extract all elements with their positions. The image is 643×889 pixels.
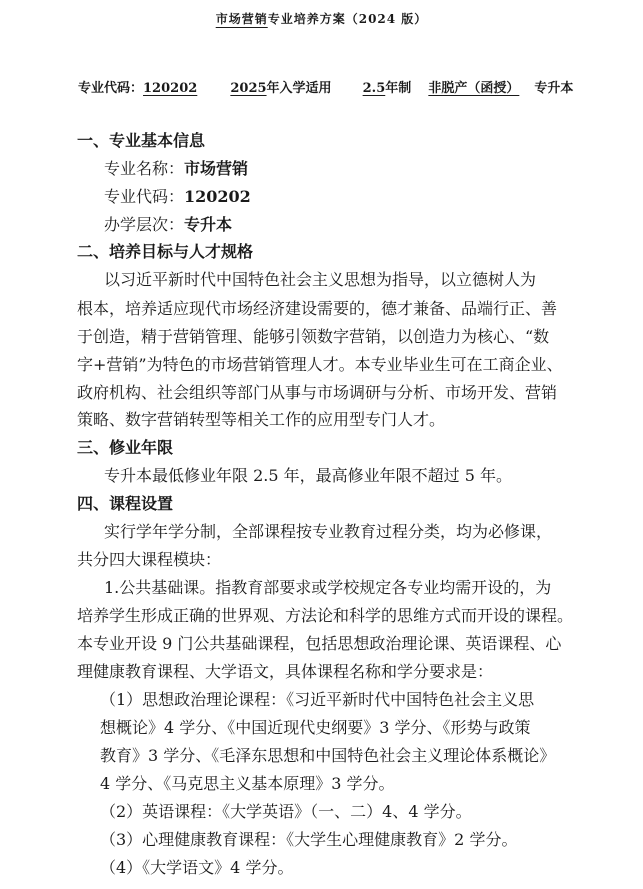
course-item-line: 想概论》4 学分、《中国近现代史纲要》3 学分、《形势与政策	[100, 718, 531, 737]
major-name-label: 专业名称：	[104, 159, 185, 178]
education-level-value: 专升本	[184, 215, 233, 234]
paragraph-line: 政府机构、社会组织等部门从事与市场调研与分析、市场开发、营销	[77, 383, 558, 402]
meta-year-value: 2025	[230, 81, 267, 96]
paragraph-line: 理健康教育课程、大学语文，具体课程名称和学分要求是：	[77, 662, 494, 681]
major-name-value: 市场营销	[184, 159, 249, 178]
paragraph-line: 策略、数字营销转型等相关工作的应用型专门人才。	[77, 410, 446, 429]
study-duration-text: 专升本最低修业年限 2.5 年，最高修业年限不超过 5 年。	[104, 466, 512, 485]
title-rest: 专业培养方案（2024 版）	[267, 12, 428, 26]
paragraph-line: 于创造，精于营销管理、能够引领数字营销，以创造力为核心、“数	[77, 327, 550, 346]
meta-year-suffix: 年入学适用	[266, 81, 332, 96]
paragraph-line: 本专业开设 9 门公共基础课程，包括思想政治理论课、英语课程、心	[77, 634, 562, 653]
paragraph-line: 实行学年学分制，全部课程按专业教育过程分类，均为必修课，	[104, 522, 553, 541]
section-2-heading: 二、培养目标与人才规格	[77, 242, 254, 261]
major-name-row	[104, 159, 248, 179]
meta-duration-suffix: 年制	[385, 81, 412, 96]
meta-duration-value: 2.5	[362, 81, 386, 96]
paragraph-line: 根本，培养适应现代市场经济建设需要的，德才兼备、品端行正、善	[77, 299, 558, 318]
education-level-label: 办学层次：	[104, 215, 185, 234]
section-3-heading: 三、修业年限	[77, 438, 174, 457]
course-item-line: （4）《大学语文》4 学分。	[100, 858, 294, 877]
section-4-heading: 四、课程设置	[77, 494, 174, 513]
paragraph-line: 1.公共基础课。指教育部要求或学校规定各专业均需开设的，为	[104, 578, 552, 597]
course-item-line: （1）思想政治理论课程：《习近平新时代中国特色社会主义思	[100, 690, 535, 709]
major-code-label: 专业代码：	[104, 187, 185, 206]
meta-code-value: 120202	[143, 81, 198, 96]
document-title	[0, 10, 643, 27]
meta-code-label: 专业代码：	[78, 81, 144, 96]
meta-study-mode: 非脱产（函授）	[428, 81, 520, 96]
paragraph-line: 以习近平新时代中国特色社会主义思想为指导，以立德树人为	[104, 270, 537, 289]
course-item-line: （2）英语课程：《大学英语》（一、二）4、4 学分。	[100, 802, 472, 821]
section-1-heading: 一、专业基本信息	[77, 131, 206, 150]
meta-level: 专升本	[534, 81, 574, 96]
title-major-name: 市场营销	[215, 12, 268, 26]
major-code-row	[104, 187, 251, 207]
paragraph-line: 共分四大课程模块：	[77, 550, 222, 569]
paragraph-line: 培养学生形成正确的世界观、方法论和科学的思维方式而开设的课程。	[77, 606, 574, 625]
course-item-line: 4 学分、《马克思主义基本原理》3 学分。	[100, 774, 395, 793]
course-item-line: 教育》3 学分、《毛泽东思想和中国特色社会主义理论体系概论》	[100, 746, 556, 765]
paragraph-line: 字+营销”为特色的市场营销管理人才。本专业毕业生可在工商企业、	[77, 355, 563, 374]
education-level-row	[104, 215, 232, 235]
course-item-line: （3）心理健康教育课程：《大学生心理健康教育》2 学分。	[100, 830, 518, 849]
major-code-value: 120202	[184, 187, 251, 206]
program-meta-line	[78, 77, 573, 96]
